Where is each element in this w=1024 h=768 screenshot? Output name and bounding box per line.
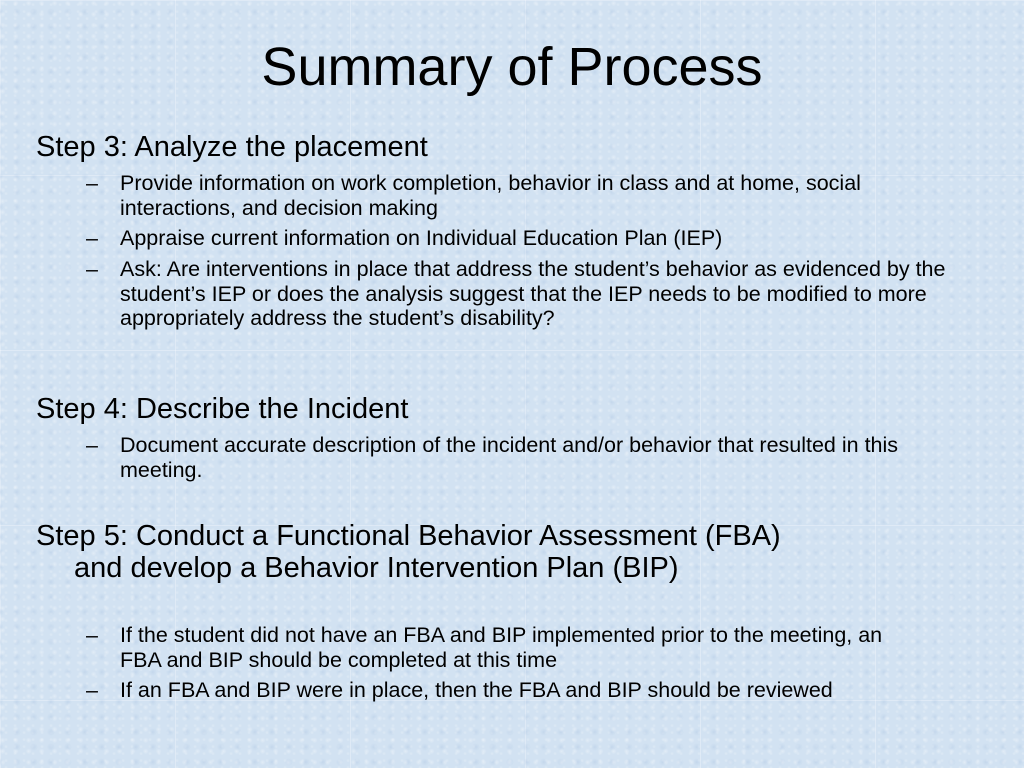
step-5-heading-line-2: and develop a Behavior Intervention Plan (BIP) bbox=[74, 552, 679, 584]
dash-marker: – bbox=[86, 257, 98, 281]
dash-marker: – bbox=[86, 623, 98, 647]
bullet-text: Document accurate description of the incident and/or behavior that resulted in this meeting. bbox=[120, 433, 899, 482]
dash-marker: – bbox=[86, 171, 98, 195]
bullet-text: Appraise current information on Individual Education Plan (IEP) bbox=[120, 226, 723, 250]
bullet-text: If the student did not have an FBA and BIP implemented prior to the meeting, an FBA and BIP should be completed at this time bbox=[120, 623, 883, 672]
step-5-heading bbox=[36, 520, 996, 584]
dash-marker: – bbox=[86, 433, 98, 457]
slide-title: Summary of Process bbox=[261, 37, 763, 97]
step-3-bullet-2 bbox=[86, 226, 986, 251]
dash-marker: – bbox=[86, 678, 98, 702]
step-4-heading: Step 4: Describe the Incident bbox=[36, 393, 409, 425]
step-3-heading: Step 3: Analyze the placement bbox=[36, 131, 428, 163]
step-5-bullet-2 bbox=[86, 678, 1006, 703]
bullet-text: Provide information on work completion, behavior in class and at home, social interactions, and decision making bbox=[120, 171, 861, 220]
step-4-bullet-1 bbox=[86, 433, 986, 482]
step-5-bullet-1 bbox=[86, 623, 906, 672]
step-3-bullet-3 bbox=[86, 257, 956, 331]
step-3-bullet-1 bbox=[86, 171, 966, 220]
dash-marker: – bbox=[86, 226, 98, 250]
bullet-text: Ask: Are interventions in place that address the student’s behavior as evidenced by the student’s IEP or does the analysis suggest that the IEP needs to be modified to more appropriately address the student’s disability? bbox=[120, 257, 946, 330]
bullet-text: If an FBA and BIP were in place, then the FBA and BIP should be reviewed bbox=[120, 678, 833, 702]
step-5-heading-line-1: Step 5: Conduct a Functional Behavior Assessment (FBA) bbox=[36, 520, 781, 552]
